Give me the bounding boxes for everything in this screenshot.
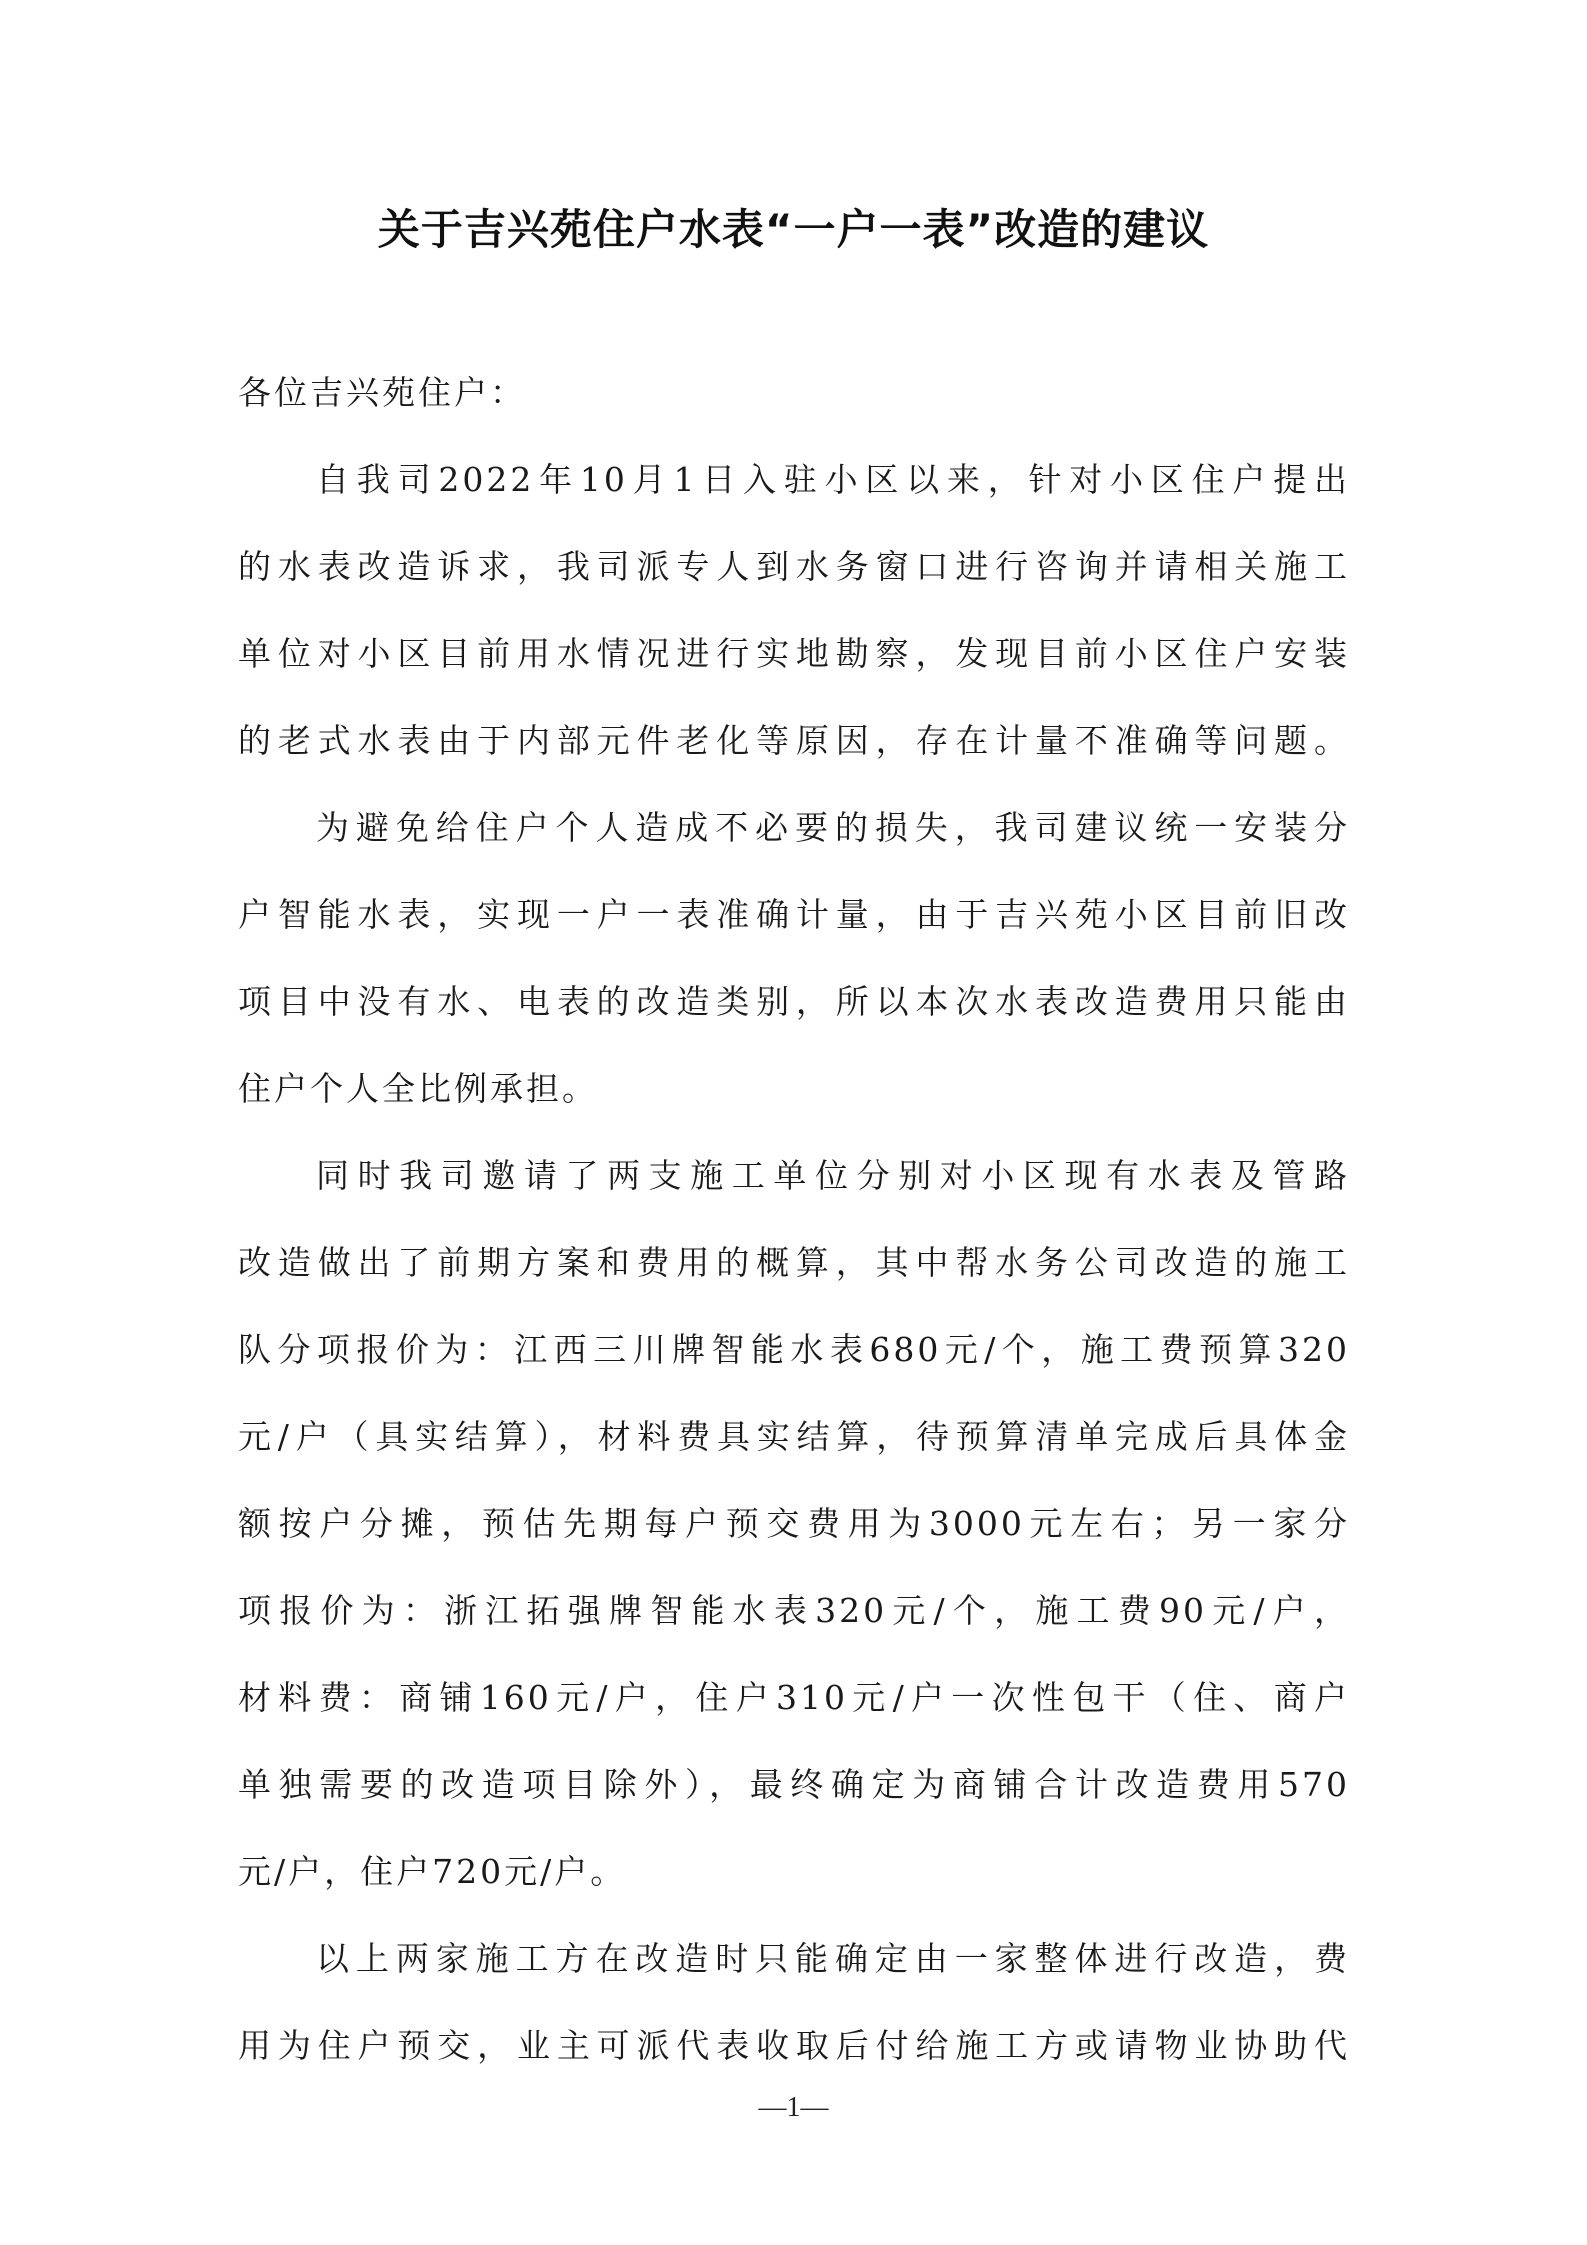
paragraph-3-line-6: 项报价为：浙江拓强牌智能水表320元/个，施工费90元/户， [238,1591,1350,1630]
paragraph-2-line-3: 项目中没有水、电表的改造类别，所以本次水表改造费用只能由 [238,982,1350,1021]
paragraph-1-line-4: 的老式水表由于内部元件老化等原因，存在计量不准确等问题。 [238,721,1350,760]
paragraph-3-line-5: 额按户分摊，预估先期每户预交费用为3000元左右；另一家分 [238,1504,1350,1543]
paragraph-1-line-1: 自我司2022年10月1日入驻小区以来，针对小区住户提出 [316,460,1350,499]
paragraph-1-line-2: 的水表改造诉求，我司派专人到水务窗口进行咨询并请相关施工 [238,547,1350,586]
page-number: —1— [758,2092,829,2123]
paragraph-3-line-2: 改造做出了前期方案和费用的概算，其中帮水务公司改造的施工 [238,1243,1350,1282]
paragraph-3-line-4: 元/户（具实结算），材料费具实结算，待预算清单完成后具体金 [238,1417,1350,1456]
paragraph-2-line-2: 户智能水表，实现一户一表准确计量，由于吉兴苑小区目前旧改 [238,895,1350,934]
paragraph-3-line-1: 同时我司邀请了两支施工单位分别对小区现有水表及管路 [316,1156,1350,1195]
paragraph-3-line-8: 单独需要的改造项目除外），最终确定为商铺合计改造费用570 [238,1765,1350,1804]
paragraph-2-line-1: 为避免给住户个人造成不必要的损失，我司建议统一安装分 [316,808,1350,847]
paragraph-4-line-2: 用为住户预交，业主可派代表收取后付给施工方或请物业协助代 [238,2026,1350,2065]
paragraph-3-line-3: 队分项报价为：江西三川牌智能水表680元/个，施工费预算320 [238,1330,1350,1369]
salutation: 各位吉兴苑住户： [238,373,526,412]
paragraph-1-line-3: 单位对小区目前用水情况进行实地勘察，发现目前小区住户安装 [238,634,1350,673]
paragraph-4-line-1: 以上两家施工方在改造时只能确定由一家整体进行改造，费 [316,1939,1350,1978]
document-title: 关于吉兴苑住户水表“一户一表”改造的建议 [377,205,1210,254]
paragraph-2-line-4: 住户个人全比例承担。 [238,1069,598,1108]
paragraph-3-line-9: 元/户，住户720元/户。 [238,1852,627,1891]
paragraph-3-line-7: 材料费：商铺160元/户，住户310元/户一次性包干（住、商户 [238,1678,1350,1717]
